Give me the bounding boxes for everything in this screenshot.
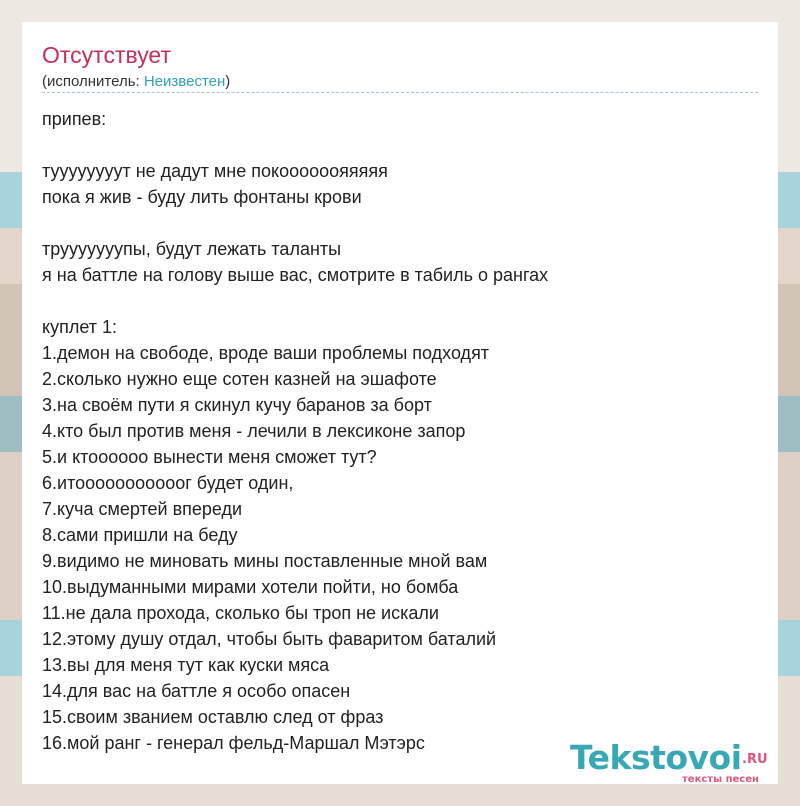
lyric-line: 3.на своём пути я скинул кучу баранов за борт — [42, 395, 432, 415]
lyric-line: 11.не дала прохода, сколько бы троп не искали — [42, 603, 439, 623]
lyrics-text — [42, 106, 758, 756]
logo-domain: .RU — [742, 752, 768, 767]
divider — [42, 92, 758, 93]
lyric-line — [42, 210, 758, 236]
artist-suffix: ) — [225, 73, 231, 90]
lyric-line — [42, 132, 758, 158]
lyric-line: 7.куча смертей впереди — [42, 499, 243, 519]
artist-link[interactable]: Неизвестен — [143, 73, 226, 90]
lyric-line: 13.вы для меня тут как куски мяса — [42, 655, 330, 675]
lyric-line: пока я жив - буду лить фонтаны крови — [42, 187, 362, 207]
lyric-line: 10.выдуманными мирами хотели пойти, но бомба — [42, 577, 459, 597]
lyric-line: 6.итооооооооооог будет один, — [42, 473, 294, 493]
lyric-line — [42, 288, 758, 314]
lyric-line: трууууууупы, будут лежать таланты — [42, 239, 342, 259]
logo-tagline: тексты песен — [682, 774, 759, 785]
logo-wordmark: Tekstovoi — [570, 738, 742, 777]
lyric-line: 12.этому душу отдал, чтобы быть фаваритом баталий — [42, 629, 497, 649]
lyrics-card — [22, 22, 778, 784]
artist-line — [42, 73, 230, 90]
lyric-line: 16.мой ранг - генерал фельд-Маршал Мэтэрс — [42, 733, 425, 753]
lyric-line: 5.и ктоооооо вынести меня сможет тут? — [42, 447, 377, 467]
lyric-line: туууууууут не дадут мне покоооооояяяяя — [42, 161, 388, 181]
artist-prefix: (исполнитель: — [42, 73, 144, 90]
lyric-line: 2.сколько нужно еще сотен казней на эшафоте — [42, 369, 437, 389]
lyric-line: 8.сами пришли на беду — [42, 525, 238, 545]
site-logo[interactable] — [570, 738, 780, 788]
lyric-line: 14.для вас на баттле я особо опасен — [42, 681, 351, 701]
lyric-line: я на баттле на голову выше вас, смотрите в табиль о рангах — [42, 265, 549, 285]
lyric-line: 9.видимо не миновать мины поставленные мной вам — [42, 551, 488, 571]
lyric-line: 4.кто был против меня - лечили в лексиконе запор — [42, 421, 466, 441]
lyric-line: куплет 1: — [42, 317, 117, 337]
song-title: Отсутствует — [42, 42, 171, 68]
lyric-line: 1.демон на свободе, вроде ваши проблемы подходят — [42, 343, 490, 363]
lyric-line: припев: — [42, 109, 107, 129]
lyric-line: 15.своим званием оставлю след от фраз — [42, 707, 384, 727]
